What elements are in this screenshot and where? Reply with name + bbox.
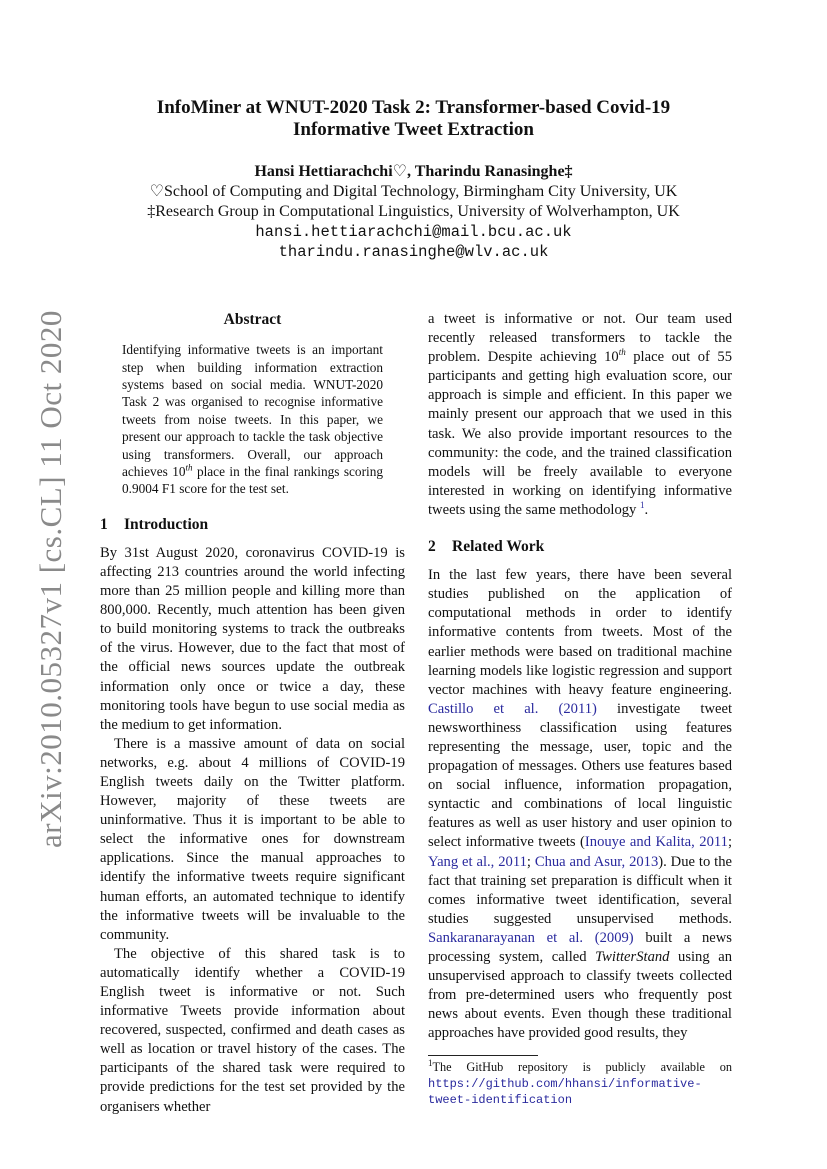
citation-link[interactable]: Castillo et al. (2011) bbox=[428, 700, 597, 717]
abstract-sup: th bbox=[185, 462, 193, 473]
related-text: investigate tweet newsworthiness classification using features representing the message, user, topic and the propagation of messages. Others use features based on social influence, information propagation, syntactic and combinations of local linguistic features as well as user history and user opinion to select informative tweets ( bbox=[428, 700, 733, 851]
abstract-text-a: Identifying informative tweets is an important step when building information extraction systems based on social media. WNUT-2020 Task 2 was organised to recognise informative tweets from noise tweets. In this paper, we present our approach to tackle the task objective using transformers. Overall, our approach achieves 10 bbox=[122, 342, 383, 479]
citation-link[interactable]: Chua and Asur, 2013 bbox=[534, 853, 659, 870]
affiliation-1: ♡School of Computing and Digital Technology, Birmingham City University, UK bbox=[149, 183, 678, 200]
email-1: hansi.hettiarachchi@mail.bcu.ac.uk bbox=[255, 223, 572, 241]
abstract-text-b: place in the final rankings scoring 0.9004 F1 score for the test set. bbox=[122, 463, 383, 497]
footnote-url-link[interactable]: https://github.com/hhansi/informative-tweet-identification bbox=[428, 1076, 702, 1108]
author-block bbox=[100, 162, 727, 262]
email-2: tharindu.ranasinghe@wlv.ac.uk bbox=[278, 243, 549, 261]
citation-link[interactable]: Yang et al., 2011 bbox=[428, 853, 527, 870]
intro-text: . bbox=[644, 501, 649, 518]
right-column bbox=[428, 310, 732, 1109]
related-text: In the last few years, there have been several studies published on the application of computational methods in order to identify informative contents from tweets. Most of the earlier methods were based on traditional machine learning models like logistic regression and support vector machines with heavy feature engineering. bbox=[428, 567, 732, 698]
left-column bbox=[100, 310, 405, 1117]
related-text: using an unsupervised approach to classify tweets collected from pre-determined users who frequently post news about events. Even though these traditional approaches have provided good results, they bbox=[428, 949, 732, 1042]
section-heading-introduction bbox=[100, 515, 405, 534]
intro-sup: th bbox=[618, 347, 626, 358]
section-number: 1 bbox=[100, 515, 108, 533]
intro-text: place out of 55 participants and getting high evaluation score, our approach is simple and efficient. In this paper we mainly present our approach that we used in this task. We also provide important resources to the community: the code, and the trained classification models will be freely available to everyone interested in working on identifying informative tweets using the same methodology bbox=[428, 349, 732, 518]
footnote-rule bbox=[428, 1055, 538, 1056]
affiliation-2: ‡Research Group in Computational Linguistics, University of Wolverhampton, UK bbox=[147, 203, 680, 220]
system-name: TwitterStand bbox=[595, 949, 670, 965]
citation-link[interactable]: Sankaranarayanan et al. (2009) bbox=[428, 929, 634, 946]
related-text: ; bbox=[727, 834, 733, 851]
arxiv-side-stamp: arXiv:2010.05327v1 [cs.CL] 11 Oct 2020 bbox=[33, 310, 68, 848]
intro-paragraph-2: There is a massive amount of data on social networks, e.g. about 4 millions of COVID-19 English tweets daily on the Twitter platform. However, majority of these tweets are uninformative. Thus it is important to be able to select the informative ones for downstream applications. Since the manual approaches to identify the informative tweets require significant human efforts, an automated technique to identify the informative tweets will be invaluable to the community. bbox=[100, 735, 405, 943]
related-text: ; bbox=[526, 853, 535, 870]
related-text: ). Due to the fact that training set preparation is difficult when it comes informative tweet identification, several studies suggested unsupervised methods. bbox=[428, 853, 732, 927]
section-title: Related Work bbox=[452, 538, 545, 556]
section-number: 2 bbox=[428, 538, 436, 556]
author-names: Hansi Hettiarachchi♡, Tharindu Ranasinghe‡ bbox=[254, 163, 573, 180]
intro-paragraph-3-continued bbox=[428, 310, 732, 520]
section-heading-related-work bbox=[428, 537, 732, 556]
section-title: Introduction bbox=[124, 515, 209, 533]
title-line-1: InfoMiner at WNUT-2020 Task 2: Transformer-based Covid-19 bbox=[156, 97, 671, 118]
abstract-body bbox=[122, 341, 383, 498]
footnote-text: The GitHub repository is publicly available on bbox=[432, 1060, 732, 1075]
footnote-marker[interactable]: 1 bbox=[639, 500, 645, 511]
title-line-2: Informative Tweet Extraction bbox=[293, 119, 534, 140]
intro-text: a tweet is informative or not. Our team used recently released transformers to tackle the problem. Despite achieving 10 bbox=[428, 311, 732, 366]
abstract-heading: Abstract bbox=[223, 311, 282, 328]
related-work-paragraph bbox=[428, 566, 732, 1043]
footnote bbox=[428, 1060, 732, 1109]
intro-paragraph-3: The objective of this shared task is to automatically identify whether a COVID-19 English tweet is informative or not. Such informative Tweets provide information about recovered, suspected, confirmed and death cases as well as location or travel history of the cases. The participants of the shared task were required to provide predictions for the test set provided by the organisers whether bbox=[100, 945, 405, 1115]
intro-paragraph-1: By 31st August 2020, coronavirus COVID-19 is affecting 213 countries around the world infecting more than 25 million people and killing more than 800,000. Recently, much attention has been given to build monitoring systems to track the outbreaks of the virus. However, due to the fact that most of the official news sources update the outbreak information only once or twice a day, these monitoring tools have begun to use social media as the medium to get information. bbox=[100, 544, 405, 733]
footnote-mark: 1 bbox=[428, 1058, 433, 1069]
related-text: built a news processing system, called bbox=[428, 929, 732, 965]
paper-title bbox=[100, 97, 727, 141]
citation-link[interactable]: Inouye and Kalita, 2011 bbox=[584, 834, 728, 851]
